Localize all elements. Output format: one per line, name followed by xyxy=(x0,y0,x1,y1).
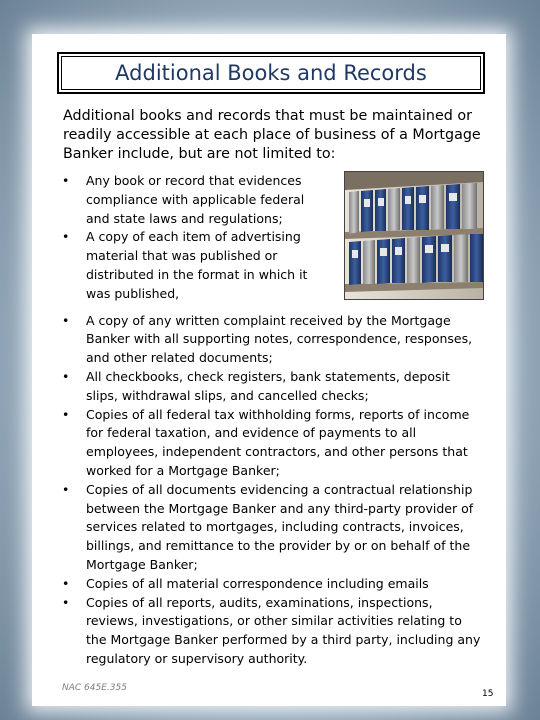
footer-reference: NAC 645E.355 xyxy=(62,683,127,693)
list-item xyxy=(62,228,321,303)
bullet-text: All checkbooks, check registers, bank statements, deposit slips, withdrawal slips, and cancelled checks; xyxy=(86,368,450,403)
bullet-text: Copies of all federal tax withholding forms, reports of income for federal taxation, and evidence of payments to all employees, independent contractors, and other persons that worked for a Mortgage Banker; xyxy=(86,406,470,478)
title-box xyxy=(57,52,485,94)
bullet-marker: • xyxy=(62,312,70,328)
bullet-text: Any book or record that evidences compliance with applicable federal and state laws and regulations; xyxy=(86,173,305,226)
slide-title: Additional Books and Records xyxy=(115,61,427,85)
list-item xyxy=(62,594,482,669)
list-item xyxy=(62,368,482,406)
bullet-text: A copy of each item of advertising material that was published or distributed in the format in which it was published, xyxy=(86,229,308,301)
intro-paragraph: Additional books and records that must be maintained or readily accessible at each place of business of a Mortgage Banker include, but are not limited to: xyxy=(63,108,481,162)
bullet-marker: • xyxy=(62,406,70,422)
bullet-text: Copies of all reports, audits, examinations, inspections, reviews, investigations, or other similar activities relating to the Mortgage Banker performed by a third party, including any regulatory or supervisory authority. xyxy=(86,594,481,666)
bullet-marker: • xyxy=(62,575,70,591)
bullet-marker: • xyxy=(62,229,70,245)
list-item xyxy=(62,312,482,368)
list-item xyxy=(62,575,482,594)
page-number: 15 xyxy=(482,689,494,699)
slide-panel xyxy=(32,34,506,706)
list-item xyxy=(62,172,321,228)
bullet-text: A copy of any written complaint received by the Mortgage Banker with all supporting notes, correspondence, responses, and other related documents; xyxy=(86,312,473,366)
bullet-marker: • xyxy=(62,481,70,497)
list-item xyxy=(62,406,482,481)
list-item xyxy=(62,481,482,575)
bullet-marker: • xyxy=(62,173,70,188)
bullet-list xyxy=(62,172,482,669)
bullet-marker: • xyxy=(62,368,70,384)
bullet-text: Copies of all documents evidencing a contractual relationship between the Mortgage Banker and any third-party provider of services related to mortgages, including contracts, invoices, billings, and remittance to the provider by or on behalf of the Mortgage Banker; xyxy=(86,481,474,572)
bullet-text: Copies of all material correspondence including emails xyxy=(86,575,429,591)
bullet-marker: • xyxy=(62,594,70,610)
